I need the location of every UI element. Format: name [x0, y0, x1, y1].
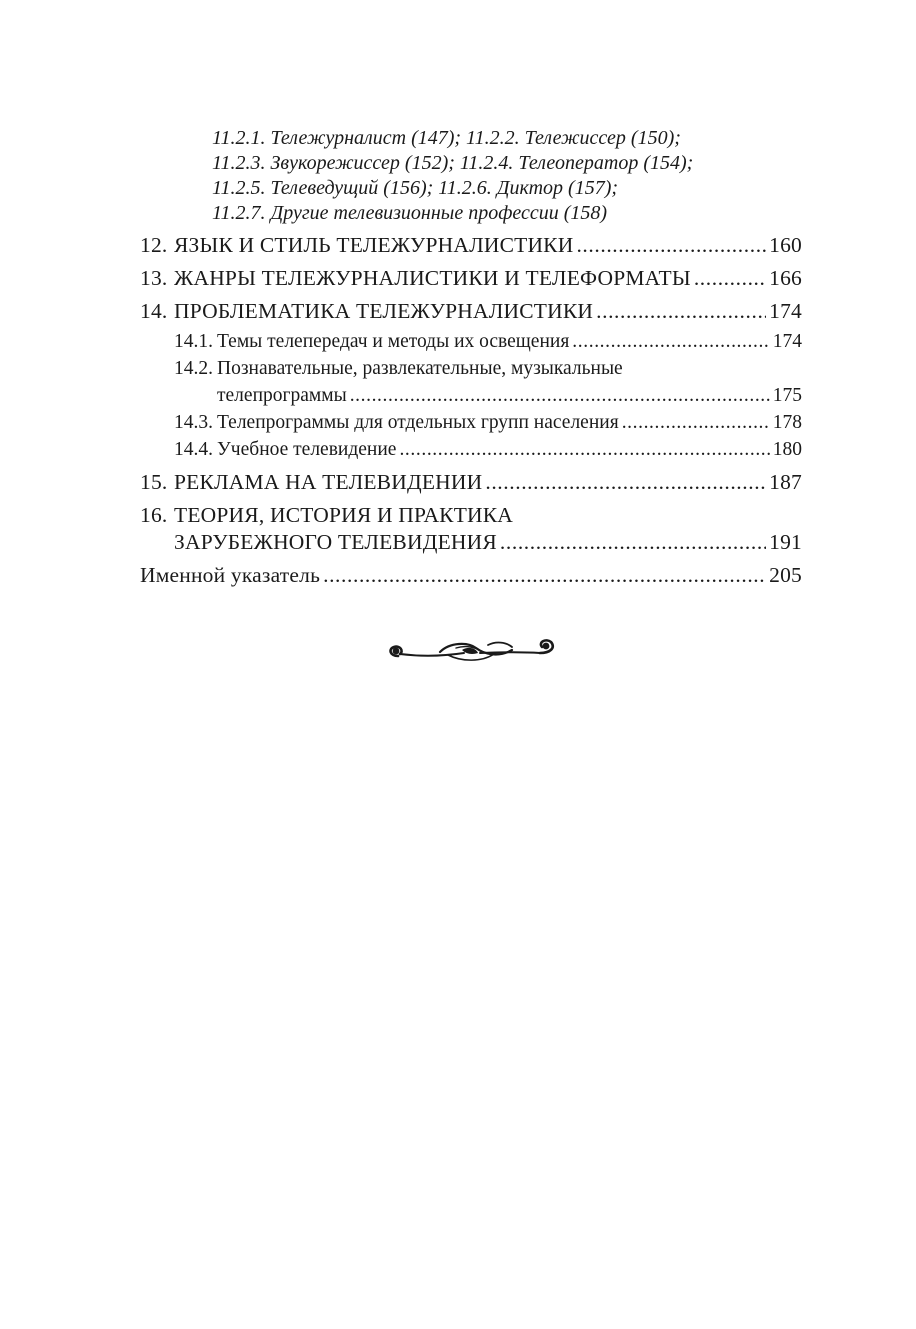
page-number: 174 — [769, 299, 802, 323]
toc-section-14-2[interactable] — [140, 355, 802, 409]
subsection-line: 11.2.5. Телеведущий (156); 11.2.6. Диктор (157); — [212, 177, 619, 199]
chapter-number: 13. — [140, 266, 168, 290]
page-number: 178 — [772, 412, 802, 433]
section-second-line — [140, 382, 802, 409]
toc-section-14-1[interactable] — [140, 328, 802, 355]
table-of-contents — [140, 126, 802, 592]
section-first-line — [140, 355, 802, 382]
section-number: 14.2. — [174, 358, 213, 379]
section-title-line1: Познавательные, развлекательные, музыкальные — [217, 358, 623, 379]
chapter-number: 12. — [140, 233, 168, 257]
dot-leader — [694, 262, 766, 295]
page-number: 174 — [772, 331, 802, 352]
page-number: 180 — [772, 439, 802, 460]
chapter-title-line1: ТЕОРИЯ, ИСТОРИЯ И ПРАКТИКА — [174, 503, 514, 527]
toc-section-14-4[interactable] — [140, 436, 802, 463]
toc-chapter-16[interactable] — [140, 499, 802, 559]
dot-leader — [500, 526, 766, 559]
subsection-line: 11.2.7. Другие телевизионные профессии (158) — [212, 202, 608, 224]
toc-name-index[interactable] — [140, 559, 802, 592]
toc-chapter-13[interactable] — [140, 262, 802, 295]
chapter-title: РЕКЛАМА НА ТЕЛЕВИДЕНИИ — [174, 470, 483, 494]
chapter-title: ПРОБЛЕМАТИКА ТЕЛЕЖУРНАЛИСТИКИ — [174, 299, 594, 323]
dot-leader — [572, 328, 769, 355]
toc-chapter-15[interactable] — [140, 466, 802, 499]
chapter-title: ЯЗЫК И СТИЛЬ ТЕЛЕЖУРНАЛИСТИКИ — [174, 233, 574, 257]
toc-chapter-14[interactable] — [140, 295, 802, 328]
section-title: Телепрограммы для отдельных групп населения — [217, 412, 619, 433]
page-number: 205 — [769, 563, 802, 587]
dot-leader — [350, 382, 770, 409]
subsection-line: 11.2.3. Звукорежиссер (152); 11.2.4. Телеоператор (154); — [212, 152, 694, 174]
chapter-number: 15. — [140, 470, 168, 494]
section-number: 14.1. — [174, 331, 213, 352]
subsections-11-2 — [140, 126, 802, 226]
dot-leader — [399, 436, 769, 463]
dot-leader — [576, 229, 766, 262]
page-number: 160 — [769, 233, 802, 257]
page-number: 175 — [772, 385, 802, 406]
chapter-number: 16. — [140, 503, 168, 527]
section-title: Учебное телевидение — [217, 439, 397, 460]
chapter-title: ЖАНРЫ ТЕЛЕЖУРНАЛИСТИКИ И ТЕЛЕФОРМАТЫ — [174, 266, 691, 290]
subsection-line: 11.2.1. Тележурналист (147); 11.2.2. Тележиссер (150); — [212, 127, 681, 149]
toc-chapter-12[interactable] — [140, 229, 802, 262]
chapter-second-line — [140, 526, 802, 559]
dot-leader — [485, 466, 766, 499]
scroll-flourish-icon — [384, 636, 560, 670]
dot-leader — [622, 409, 770, 436]
page-number: 187 — [769, 470, 802, 494]
chapter-number: 14. — [140, 299, 168, 323]
page-number: 166 — [769, 266, 802, 290]
index-title: Именной указатель — [140, 563, 321, 587]
section-number: 14.3. — [174, 412, 213, 433]
chapter-title-line2: ЗАРУБЕЖНОГО ТЕЛЕВИДЕНИЯ — [174, 530, 497, 554]
page-number: 191 — [769, 530, 802, 554]
section-title: Темы телепередач и методы их освещения — [217, 331, 570, 352]
toc-section-14-3[interactable] — [140, 409, 802, 436]
section-title-line2: телепрограммы — [217, 385, 347, 406]
section-number: 14.4. — [174, 439, 213, 460]
dot-leader — [323, 559, 766, 592]
dot-leader — [596, 295, 766, 328]
